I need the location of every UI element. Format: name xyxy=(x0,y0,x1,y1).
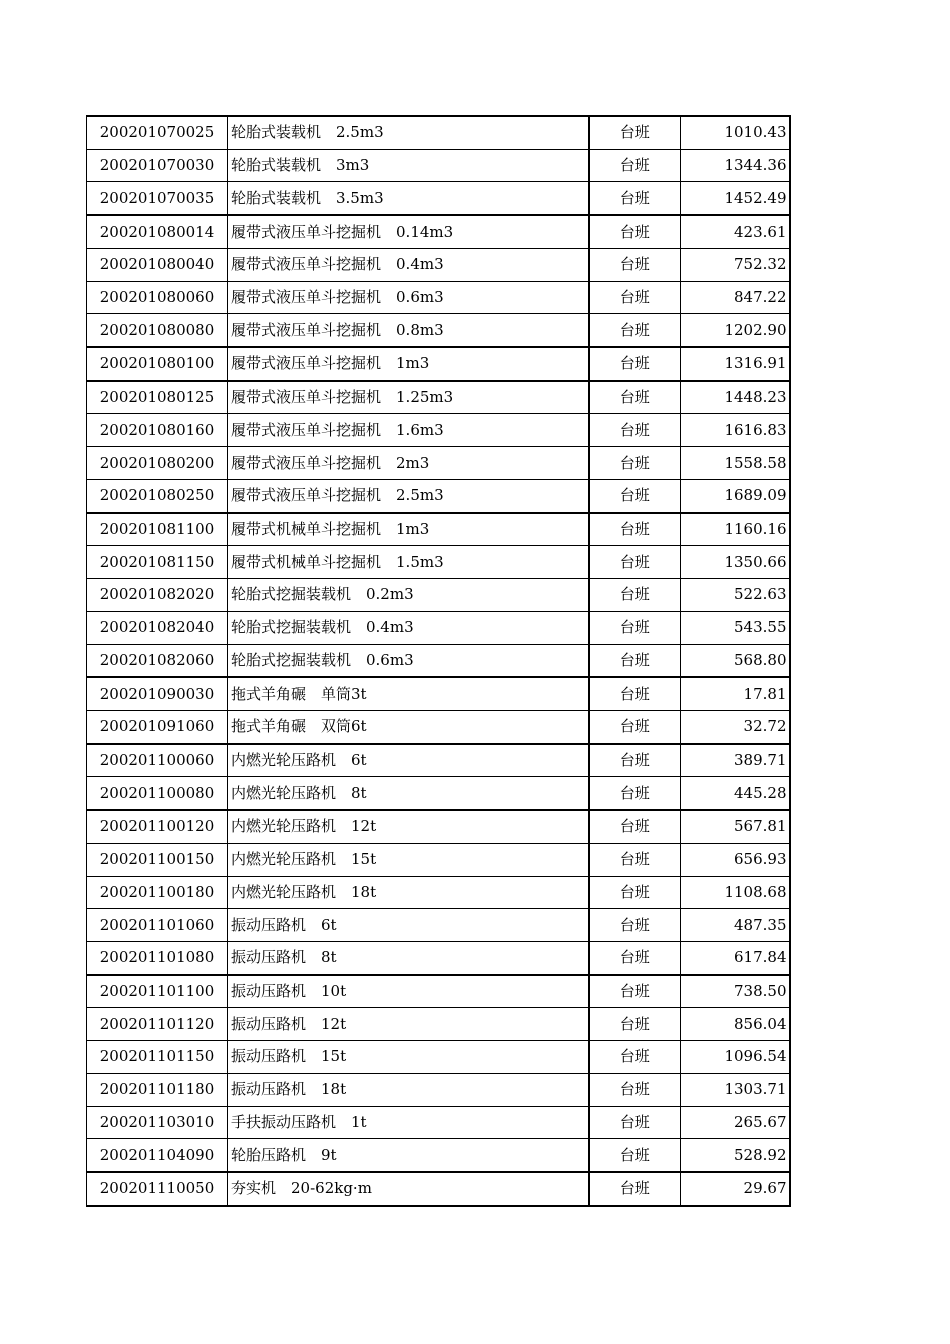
unit-price-cell: 1448.23 xyxy=(681,381,790,414)
unit-price-cell: 1010.43 xyxy=(681,116,790,149)
item-code-cell: 200201080040 xyxy=(87,248,228,281)
item-name-cell: 轮胎式挖掘装载机 0.6m3 xyxy=(228,644,589,677)
item-code-cell: 200201070030 xyxy=(87,149,228,182)
unit-price-cell: 1350.66 xyxy=(681,546,790,579)
unit-cell: 台班 xyxy=(589,381,681,414)
table-row xyxy=(87,611,790,644)
unit-price-cell: 423.61 xyxy=(681,215,790,248)
table-row xyxy=(87,810,790,843)
unit-cell: 台班 xyxy=(589,149,681,182)
item-name-cell: 内燃光轮压路机 8t xyxy=(228,777,589,810)
item-code-cell: 200201100120 xyxy=(87,810,228,843)
item-name-cell: 振动压路机 15t xyxy=(228,1041,589,1074)
table-row xyxy=(87,677,790,710)
unit-cell: 台班 xyxy=(589,777,681,810)
table-row xyxy=(87,381,790,414)
unit-price-cell: 522.63 xyxy=(681,579,790,612)
unit-cell: 台班 xyxy=(589,941,681,974)
item-code-cell: 200201100180 xyxy=(87,876,228,909)
item-name-cell: 振动压路机 10t xyxy=(228,975,589,1008)
unit-price-cell: 1303.71 xyxy=(681,1073,790,1106)
item-name-cell: 履带式机械单斗挖掘机 1.5m3 xyxy=(228,546,589,579)
unit-cell: 台班 xyxy=(589,513,681,546)
item-name-cell: 拖式羊角碾 单筒3t xyxy=(228,677,589,710)
item-name-cell: 履带式液压单斗挖掘机 0.14m3 xyxy=(228,215,589,248)
table-row xyxy=(87,710,790,743)
table-row xyxy=(87,546,790,579)
unit-price-cell: 617.84 xyxy=(681,941,790,974)
unit-price-cell: 856.04 xyxy=(681,1008,790,1041)
table-row xyxy=(87,347,790,381)
unit-price-cell: 568.80 xyxy=(681,644,790,677)
item-name-cell: 内燃光轮压路机 12t xyxy=(228,810,589,843)
unit-price-cell: 1202.90 xyxy=(681,314,790,347)
unit-cell: 台班 xyxy=(589,909,681,942)
item-name-cell: 履带式液压单斗挖掘机 1m3 xyxy=(228,347,589,381)
unit-cell: 台班 xyxy=(589,677,681,710)
table-row xyxy=(87,414,790,447)
item-code-cell: 200201091060 xyxy=(87,710,228,743)
item-code-cell: 200201070025 xyxy=(87,116,228,149)
table-row xyxy=(87,149,790,182)
unit-cell: 台班 xyxy=(589,710,681,743)
unit-cell: 台班 xyxy=(589,281,681,314)
unit-price-cell: 389.71 xyxy=(681,744,790,777)
table-row xyxy=(87,579,790,612)
table-row xyxy=(87,513,790,546)
item-code-cell: 200201080200 xyxy=(87,447,228,480)
unit-cell: 台班 xyxy=(589,1106,681,1139)
item-name-cell: 履带式机械单斗挖掘机 1m3 xyxy=(228,513,589,546)
table-row xyxy=(87,843,790,876)
item-code-cell: 200201080014 xyxy=(87,215,228,248)
table-row xyxy=(87,479,790,512)
unit-cell: 台班 xyxy=(589,876,681,909)
unit-cell: 台班 xyxy=(589,248,681,281)
item-name-cell: 振动压路机 18t xyxy=(228,1073,589,1106)
item-code-cell: 200201090030 xyxy=(87,677,228,710)
item-code-cell: 200201082060 xyxy=(87,644,228,677)
item-name-cell: 轮胎式装载机 3m3 xyxy=(228,149,589,182)
item-name-cell: 轮胎式挖掘装载机 0.2m3 xyxy=(228,579,589,612)
item-name-cell: 履带式液压单斗挖掘机 0.4m3 xyxy=(228,248,589,281)
unit-price-cell: 32.72 xyxy=(681,710,790,743)
item-name-cell: 内燃光轮压路机 15t xyxy=(228,843,589,876)
item-code-cell: 200201070035 xyxy=(87,182,228,215)
unit-cell: 台班 xyxy=(589,744,681,777)
item-code-cell: 200201100080 xyxy=(87,777,228,810)
unit-cell: 台班 xyxy=(589,611,681,644)
table-row xyxy=(87,1073,790,1106)
unit-cell: 台班 xyxy=(589,644,681,677)
item-name-cell: 轮胎式装载机 3.5m3 xyxy=(228,182,589,215)
item-code-cell: 200201101120 xyxy=(87,1008,228,1041)
unit-price-cell: 445.28 xyxy=(681,777,790,810)
unit-cell: 台班 xyxy=(589,843,681,876)
table-row xyxy=(87,744,790,777)
price-table-body xyxy=(87,116,790,1206)
unit-price-cell: 1096.54 xyxy=(681,1041,790,1074)
item-code-cell: 200201082040 xyxy=(87,611,228,644)
unit-price-cell: 1108.68 xyxy=(681,876,790,909)
unit-cell: 台班 xyxy=(589,116,681,149)
item-code-cell: 200201104090 xyxy=(87,1139,228,1172)
unit-price-cell: 752.32 xyxy=(681,248,790,281)
item-name-cell: 振动压路机 6t xyxy=(228,909,589,942)
table-row xyxy=(87,876,790,909)
unit-price-cell: 847.22 xyxy=(681,281,790,314)
table-row xyxy=(87,644,790,677)
item-name-cell: 内燃光轮压路机 18t xyxy=(228,876,589,909)
unit-cell: 台班 xyxy=(589,1139,681,1172)
item-name-cell: 拖式羊角碾 双筒6t xyxy=(228,710,589,743)
table-row xyxy=(87,215,790,248)
unit-price-cell: 543.55 xyxy=(681,611,790,644)
item-code-cell: 200201101060 xyxy=(87,909,228,942)
item-code-cell: 200201080160 xyxy=(87,414,228,447)
table-row xyxy=(87,909,790,942)
table-row xyxy=(87,314,790,347)
unit-cell: 台班 xyxy=(589,1172,681,1206)
table-row xyxy=(87,281,790,314)
unit-cell: 台班 xyxy=(589,810,681,843)
item-name-cell: 振动压路机 8t xyxy=(228,941,589,974)
unit-cell: 台班 xyxy=(589,314,681,347)
item-code-cell: 200201080080 xyxy=(87,314,228,347)
table-row xyxy=(87,1008,790,1041)
item-code-cell: 200201110050 xyxy=(87,1172,228,1206)
item-name-cell: 履带式液压单斗挖掘机 1.6m3 xyxy=(228,414,589,447)
unit-price-cell: 1452.49 xyxy=(681,182,790,215)
table-row xyxy=(87,1172,790,1206)
table-row xyxy=(87,941,790,974)
item-code-cell: 200201080100 xyxy=(87,347,228,381)
item-name-cell: 履带式液压单斗挖掘机 0.6m3 xyxy=(228,281,589,314)
unit-cell: 台班 xyxy=(589,182,681,215)
item-name-cell: 振动压路机 12t xyxy=(228,1008,589,1041)
item-code-cell: 200201101100 xyxy=(87,975,228,1008)
unit-price-cell: 1316.91 xyxy=(681,347,790,381)
item-code-cell: 200201081100 xyxy=(87,513,228,546)
unit-cell: 台班 xyxy=(589,546,681,579)
unit-price-cell: 1616.83 xyxy=(681,414,790,447)
item-code-cell: 200201080125 xyxy=(87,381,228,414)
item-name-cell: 内燃光轮压路机 6t xyxy=(228,744,589,777)
item-code-cell: 200201100060 xyxy=(87,744,228,777)
table-row xyxy=(87,1041,790,1074)
item-name-cell: 履带式液压单斗挖掘机 0.8m3 xyxy=(228,314,589,347)
item-code-cell: 200201080250 xyxy=(87,479,228,512)
unit-price-cell: 29.67 xyxy=(681,1172,790,1206)
item-code-cell: 200201103010 xyxy=(87,1106,228,1139)
unit-price-cell: 1689.09 xyxy=(681,479,790,512)
item-name-cell: 轮胎压路机 9t xyxy=(228,1139,589,1172)
unit-price-cell: 738.50 xyxy=(681,975,790,1008)
item-name-cell: 履带式液压单斗挖掘机 2.5m3 xyxy=(228,479,589,512)
unit-cell: 台班 xyxy=(589,215,681,248)
item-code-cell: 200201080060 xyxy=(87,281,228,314)
unit-cell: 台班 xyxy=(589,1041,681,1074)
unit-price-cell: 567.81 xyxy=(681,810,790,843)
table-row xyxy=(87,447,790,480)
item-name-cell: 履带式液压单斗挖掘机 2m3 xyxy=(228,447,589,480)
item-name-cell: 夯实机 20-62kg·m xyxy=(228,1172,589,1206)
item-name-cell: 手扶振动压路机 1t xyxy=(228,1106,589,1139)
unit-price-cell: 656.93 xyxy=(681,843,790,876)
unit-cell: 台班 xyxy=(589,479,681,512)
table-row xyxy=(87,1139,790,1172)
unit-cell: 台班 xyxy=(589,447,681,480)
unit-cell: 台班 xyxy=(589,975,681,1008)
unit-cell: 台班 xyxy=(589,1008,681,1041)
unit-price-cell: 265.67 xyxy=(681,1106,790,1139)
item-code-cell: 200201101150 xyxy=(87,1041,228,1074)
item-code-cell: 200201101180 xyxy=(87,1073,228,1106)
table-row xyxy=(87,182,790,215)
item-code-cell: 200201100150 xyxy=(87,843,228,876)
unit-cell: 台班 xyxy=(589,1073,681,1106)
item-name-cell: 履带式液压单斗挖掘机 1.25m3 xyxy=(228,381,589,414)
unit-cell: 台班 xyxy=(589,579,681,612)
item-code-cell: 200201101080 xyxy=(87,941,228,974)
unit-cell: 台班 xyxy=(589,347,681,381)
item-code-cell: 200201081150 xyxy=(87,546,228,579)
table-row xyxy=(87,777,790,810)
unit-price-cell: 17.81 xyxy=(681,677,790,710)
item-name-cell: 轮胎式挖掘装载机 0.4m3 xyxy=(228,611,589,644)
item-code-cell: 200201082020 xyxy=(87,579,228,612)
unit-price-cell: 487.35 xyxy=(681,909,790,942)
item-name-cell: 轮胎式装载机 2.5m3 xyxy=(228,116,589,149)
unit-price-cell: 528.92 xyxy=(681,1139,790,1172)
unit-cell: 台班 xyxy=(589,414,681,447)
price-table xyxy=(86,115,791,1207)
table-row xyxy=(87,248,790,281)
table-row xyxy=(87,1106,790,1139)
unit-price-cell: 1344.36 xyxy=(681,149,790,182)
table-row xyxy=(87,116,790,149)
unit-price-cell: 1558.58 xyxy=(681,447,790,480)
table-row xyxy=(87,975,790,1008)
unit-price-cell: 1160.16 xyxy=(681,513,790,546)
